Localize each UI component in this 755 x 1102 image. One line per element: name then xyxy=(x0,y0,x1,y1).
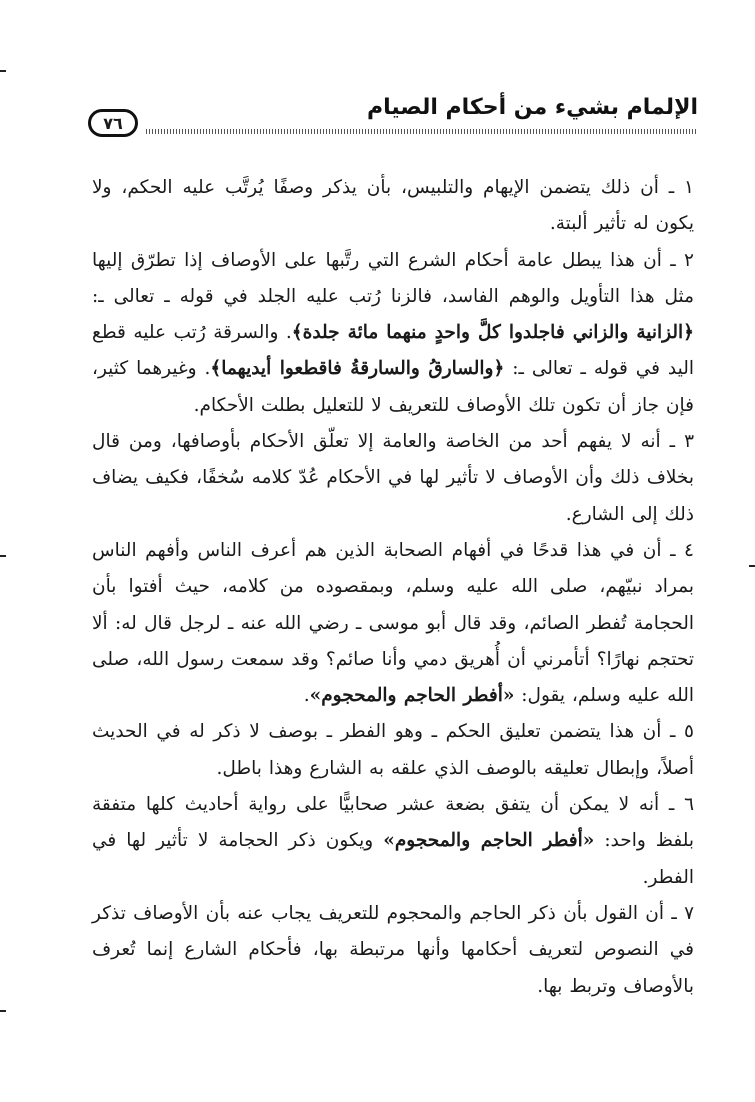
body-text xyxy=(92,170,694,1005)
quran-quote: ﴿والسارقُ والسارقةُ فاقطعوا أيديهما﴾ xyxy=(210,358,505,380)
paragraph-text: أن ذلك يتضمن الإيهام والتلبيس، بأن يذكر وصفًا يُرتَّب عليه الحكم، ولا يكون له تأثير ألبتة. xyxy=(92,177,694,235)
paragraph-text: . xyxy=(303,685,310,707)
paragraph-text: . والسرقة رُتب عليه قطع اليد في قوله ـ تعالى ـ: xyxy=(92,322,694,380)
margin-mark xyxy=(0,1010,6,1012)
paragraph-number: ٢ ـ xyxy=(670,249,694,271)
margin-mark xyxy=(0,70,6,72)
paragraph-7 xyxy=(92,896,694,1005)
paragraph-text: أن القول بأن ذكر الحاجم والمحجوم للتعريف يجاب عنه بأن الأوصاف تذكر في النصوص لتعريف أحكامها وأنها مرتبطة بها، فأحكام الشارع إنما تُعرف بالأوصاف وتربط بها. xyxy=(92,902,694,997)
paragraph-6 xyxy=(92,787,694,896)
paragraph-3 xyxy=(92,424,694,533)
paragraph-4 xyxy=(92,533,694,714)
paragraph-text: أنه لا يمكن أن يتفق بضعة عشر صحابيًّا على رواية أحاديث كلها متفقة بلفظ واحد: xyxy=(92,794,694,852)
hadith-quote: «أفطر الحاجم والمحجوم» xyxy=(383,830,595,852)
quran-quote: ﴿الزانية والزاني فاجلدوا كلَّ واحدٍ منهما مائة جلدة﴾ xyxy=(291,322,694,344)
paragraph-text: أن هذا يبطل عامة أحكام الشرع التي رتَّبها على الأوصاف إذا تطرّق إليها مثل هذا التأويل والوهم الفاسد، فالزنا رُتب عليه الجلد في قوله ـ تعالى ـ: xyxy=(92,249,694,307)
paragraph-text: . وغيرهما كثير، فإن جاز أن تكون تلك الأوصاف للتعريف لا للتعليل بطلت الأحكام. xyxy=(92,358,694,416)
paragraph-2 xyxy=(92,243,694,424)
paragraph-number: ٣ ـ xyxy=(669,431,694,453)
paragraph-number: ٤ ـ xyxy=(670,539,694,561)
header-rule xyxy=(146,129,698,134)
hadith-quote: «أفطر الحاجم والمحجوم» xyxy=(309,685,515,707)
margin-mark xyxy=(749,565,755,567)
paragraph-text: أن هذا يتضمن تعليق الحكم ـ وهو الفطر ـ بوصف لا ذكر له في الحديث أصلاً، وإبطال تعليقه بالوصف الذي علقه به الشارع وهذا باطل. xyxy=(92,721,694,779)
paragraph-1 xyxy=(92,170,694,243)
page-number: ٧٦ xyxy=(88,109,138,137)
paragraph-text: ويكون ذكر الحجامة لا تأثير لها في الفطر. xyxy=(92,830,694,888)
paragraph-text: أنه لا يفهم أحد من الخاصة والعامة إلا تعلّق الأحكام بأوصافها، ومن قال بخلاف ذلك وأن الأوصاف لا تأثير لها في الأحكام عُدّ كلامه سُخفًا، فكيف يضاف ذلك إلى الشارع. xyxy=(92,431,694,525)
paragraph-number: ٧ ـ xyxy=(671,902,694,924)
paragraph-text: أن في هذا قدحًا في أفهام الصحابة الذين هم أعرف الناس وأفهم الناس بمراد نبيّهم، صلى الله عليه وسلم، وبمقصوده من كلامه، حيث أفتوا بأن الحجامة تُفطر الصائم، وقد قال أبو موسى ـ رضي الله عنه ـ لرجل قال له: ألا تحتجم نهارًا؟ أتأمرني أن أُهريق دمي وأنا صائم؟ وقد سمعت رسول الله، صلى الله عليه وسلم، يقول: xyxy=(92,539,694,707)
running-header xyxy=(88,95,698,145)
paragraph-number: ٥ ـ xyxy=(670,721,694,743)
margin-mark xyxy=(0,555,6,557)
paragraph-number: ٦ ـ xyxy=(668,794,694,816)
paragraph-5 xyxy=(92,714,694,787)
paragraph-number: ١ ـ xyxy=(668,177,694,198)
book-title: الإلمام بشيء من أحكام الصيام xyxy=(367,95,698,120)
